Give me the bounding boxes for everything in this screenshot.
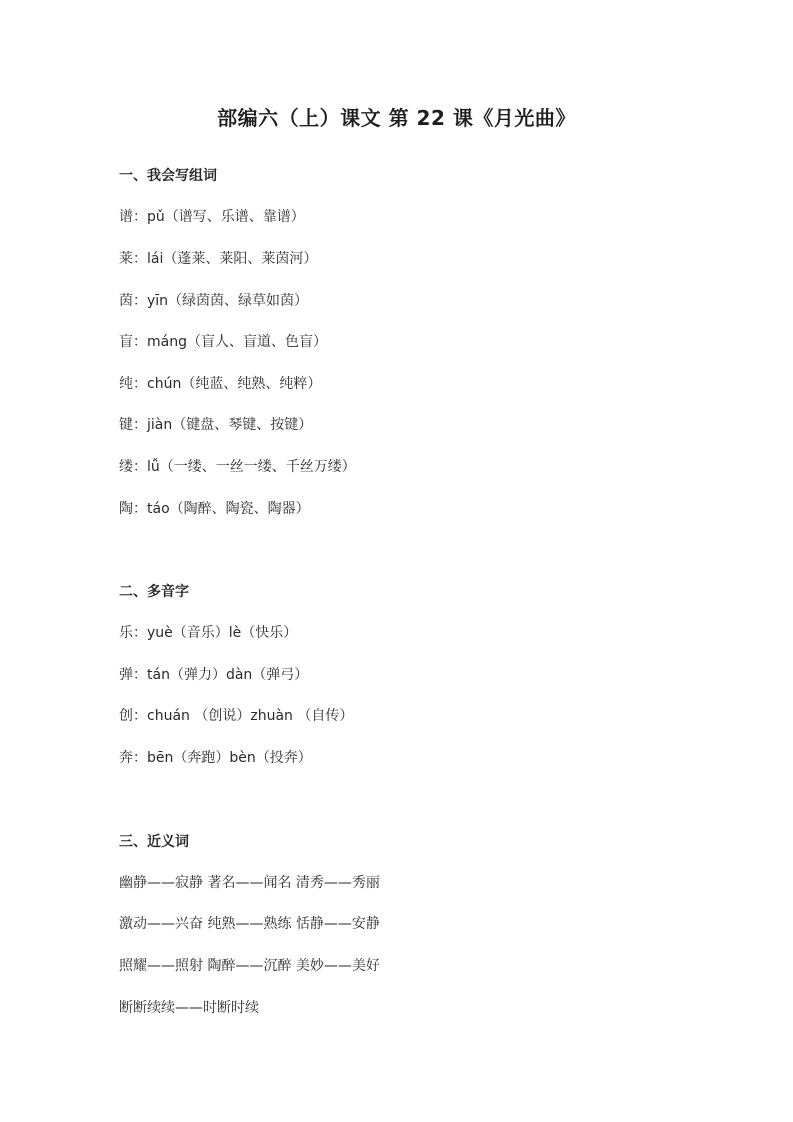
section-heading-synonyms: 三、近义词 (119, 834, 189, 850)
word-entry-lai: 莱：lái（蓬莱、莱阳、莱茵河） (119, 251, 318, 267)
polyphone-entry-dan: 弹：tán（弹力）dàn（弹弓） (119, 667, 309, 683)
word-entry-jian: 键：jiàn（键盘、琴键、按键） (119, 417, 313, 433)
section-heading-write-words: 一、我会写组词 (119, 168, 217, 184)
synonym-line: 幽静——寂静 著名——闻名 清秀——秀丽 (119, 875, 380, 891)
word-entry-lv: 缕：lǚ（一缕、一丝一缕、千丝万缕） (119, 459, 356, 475)
synonym-line: 断断续续——时断时续 (119, 1000, 259, 1016)
word-entry-yin: 茵：yīn（绿茵茵、绿草如茵） (119, 293, 309, 309)
polyphone-entry-ben: 奔：bēn（奔跑）bèn（投奔） (119, 750, 312, 766)
synonym-line: 照耀——照射 陶醉——沉醉 美妙——美好 (119, 958, 380, 974)
word-entry-mang: 盲：máng（盲人、盲道、色盲） (119, 334, 327, 350)
document-title: 部编六（上）课文 第 22 课《月光曲》 (217, 106, 576, 130)
polyphone-entry-chuan: 创：chuán （创说）zhuàn （自传） (119, 708, 354, 724)
word-entry-tao: 陶：táo（陶醉、陶瓷、陶器） (119, 501, 310, 517)
section-heading-polyphones: 二、多音字 (119, 584, 189, 600)
word-entry-pu: 谱：pǔ（谱写、乐谱、靠谱） (119, 209, 305, 225)
polyphone-entry-le: 乐：yuè（音乐）lè（快乐） (119, 625, 298, 641)
synonym-line: 激动——兴奋 纯熟——熟练 恬静——安静 (119, 916, 380, 932)
word-entry-chun: 纯：chún（纯蓝、纯熟、纯粹） (119, 376, 322, 392)
